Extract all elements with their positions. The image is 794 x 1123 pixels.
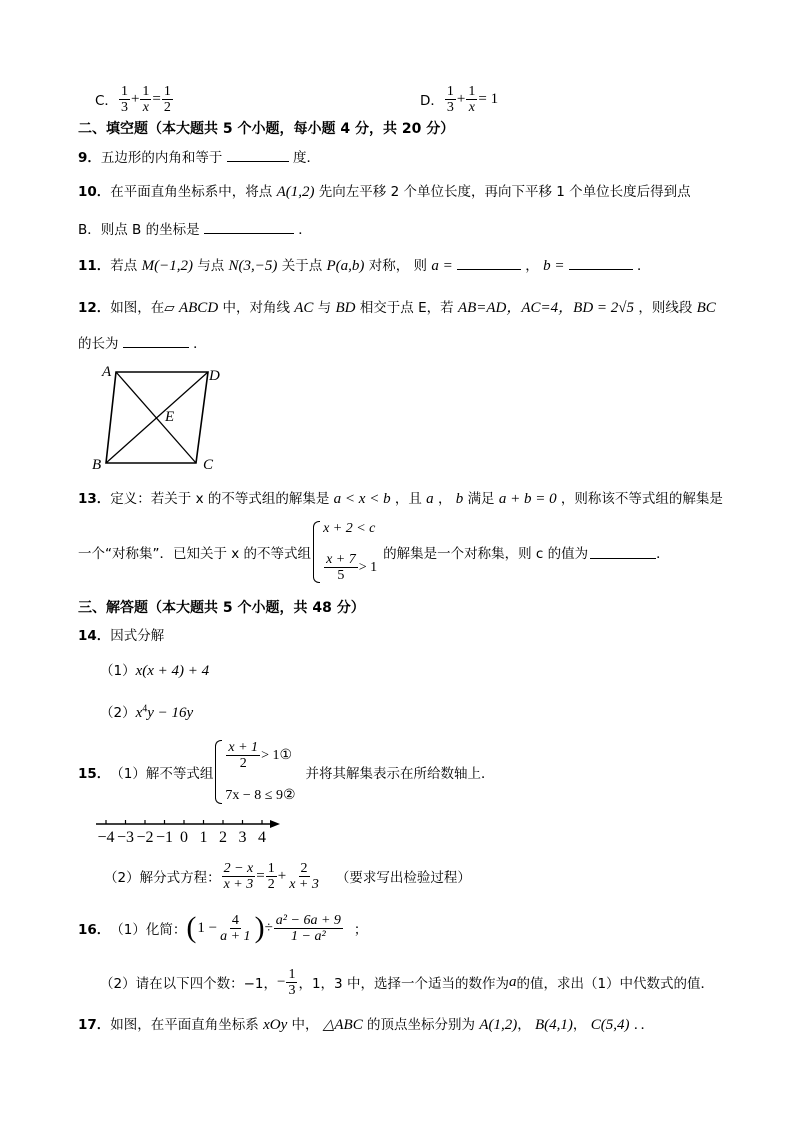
system-brace <box>313 521 320 583</box>
number-line-tick-label: −4 <box>97 829 115 846</box>
diagonal-ac <box>116 372 196 463</box>
fraction-one-over-x-d: $\frac{1}{x}$ <box>468 83 476 115</box>
question-16: 16． （1）化简： ( 1 − $\frac{4}{a + 1}$ ) ÷ $\frac{\text{a² − 6a + 9}}{\text{1 − a²}}$ ； <box>78 911 368 944</box>
vertex-label-c: C <box>203 457 214 473</box>
fraction-one-over-x: $\frac{1}{x}$ <box>142 83 150 115</box>
answer-blank-9[interactable] <box>227 149 289 162</box>
fraction-one-third: $\frac{1}{3}$ <box>120 83 128 115</box>
question-16-part-2: （2）请在以下四个数：−1， − $\frac{1}{3}$ ，1，3 中，选择一个适当的数作为 a 的值，求出（1）中代数式的值． <box>100 966 715 998</box>
option-d-equals: = 1 <box>478 90 499 107</box>
question-10: 10．在平面直角坐标系中，将点 A(1,2) 先向左平移 2 个单位长度，再向下平移 1 个单位长度后得到点 <box>78 184 691 200</box>
parallelogram-figure <box>86 360 226 476</box>
section-title-fill-in: 二、填空题（本大题共 5 个小题，每小题 4 分，共 20 分） <box>78 121 455 137</box>
question-14: 14．因式分解 <box>78 628 165 644</box>
number-line-tick-label: 4 <box>258 829 266 846</box>
question-12: 12．如图，在▱ ABCD 中，对角线 AC 与 BD 相交于点 E，若 AB=AD，AC=4，BD = 2√5 ，则线段 BC <box>78 300 716 316</box>
point-m: M(−1,2) <box>141 258 193 274</box>
number-line-tick-label: 0 <box>180 829 188 846</box>
question-12-line-2: 的长为 ． <box>78 336 207 352</box>
inequality-system-15: $\frac{x + 1}{2}$ > 1① 7x − 8 ≤ 9② <box>225 740 296 803</box>
answer-blank-13[interactable] <box>590 546 656 559</box>
question-10-line-2: B．则点 B 的坐标是 ． <box>78 222 312 238</box>
question-15: 15． （1）解不等式组 $\frac{x + 1}{2}$ > 1① 7x − 8 ≤ 9② 并将其解集表示在所给数轴上． <box>78 740 495 803</box>
option-d: D． $\frac{1}{3}$ + $\frac{1}{x}$ = 1 <box>420 83 499 115</box>
point-p: P(a,b) <box>326 258 365 274</box>
option-c-equals: = <box>152 90 161 107</box>
question-17: 17．如图，在平面直角坐标系 xOy 中， △ABC 的顶点坐标分别为 A(1,2)， B(4,1)， C(5,4) ．． <box>78 1017 655 1033</box>
number-line-tick-label: −1 <box>155 829 174 846</box>
answer-blank-11a[interactable] <box>457 257 521 270</box>
vertex-label-d: D <box>209 368 220 384</box>
number-line-tick-label: 3 <box>238 829 247 846</box>
number-line-tick-label: −2 <box>136 829 154 846</box>
point-a: A(1,2) <box>276 184 315 200</box>
vertex-label-b: B <box>92 457 102 473</box>
fraction-2-minus-x: $\frac{2 - x}{x + 3}$ <box>223 860 254 892</box>
vertex-label-a: A <box>102 364 112 380</box>
number-line-tick-label: 2 <box>219 829 227 846</box>
point-n: N(3,−5) <box>228 258 278 274</box>
inequality-system-13: x + 2 < c $\frac{x + 7}{5}$ > 1 <box>323 521 378 583</box>
system-brace-15 <box>215 740 222 804</box>
question-13-line-2: 一个“对称集”．已知关于 x 的不等式组 x + 2 < c $\frac{x + 7}{5}$ > 1 的解集是一个对称集，则 c 的值为 ． <box>78 521 670 583</box>
question-14-part-2: $(2)x^4y - 16y$ <box>100 703 194 721</box>
option-c: C． $\frac{1}{3}$ + $\frac{1}{x}$ = $\frac{1}{2}$ <box>95 83 171 115</box>
option-c-label: C． <box>95 93 118 109</box>
question-9: 9．五边形的内角和等于 度． <box>78 150 320 166</box>
question-13: 13．定义：若关于 x 的不等式组的解集是 a < x < b ，且 a ， b 满足 a + b = 0 ，则称该不等式组的解集是 <box>78 491 723 507</box>
option-d-label: D． <box>420 93 444 109</box>
diagonal-bd <box>106 372 208 463</box>
fraction-one-half: $\frac{1}{2}$ <box>163 83 171 115</box>
question-14-part-1: （1）x(x + 4) + 4 <box>100 663 210 679</box>
answer-blank-11b[interactable] <box>569 257 633 270</box>
number-line-tick-label: −3 <box>116 829 135 846</box>
question-15-part-2: （2）解分式方程： $\frac{2 - x}{x + 3}$ = $\frac{1}{2}$ + $\frac{2}{x + 3}$ （要求写出检验过程） <box>104 860 471 892</box>
number-line-tick-label: 1 <box>199 829 208 846</box>
number-line <box>92 812 292 846</box>
condition-text: AB=AD，AC=4，BD = 2√5 <box>457 300 635 316</box>
arrow-right-icon <box>270 820 280 828</box>
answer-blank-12[interactable] <box>123 335 189 348</box>
answer-blank-10[interactable] <box>204 221 294 234</box>
point-label-e: E <box>165 409 175 425</box>
fraction-one-third-d: $\frac{1}{3}$ <box>446 83 454 115</box>
question-11: 11．若点 M(−1,2) 与点 N(3,−5) 关于点 P(a,b) 对称， 则 a = ， b = ． <box>78 258 651 274</box>
section-title-answers: 三、解答题（本大题共 5 个小题，共 48 分） <box>78 600 365 616</box>
